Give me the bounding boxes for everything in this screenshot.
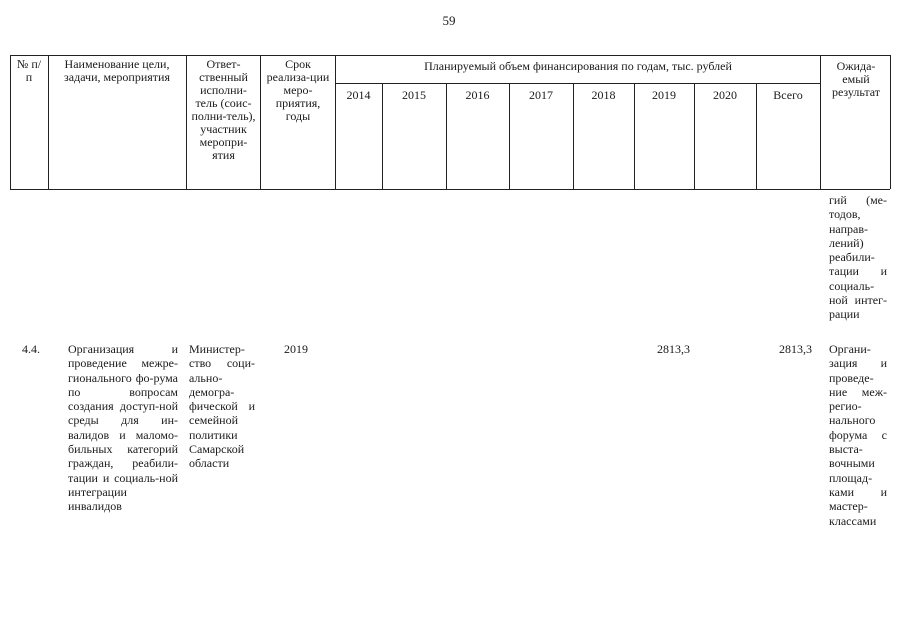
row-number: 4.4. (22, 342, 40, 356)
row-name: Организация и проведение межре-гионального фо-рума по вопросам создания доступ-ной среды для ин-валидов и маломо-бильных категорий граждан, реабили-тации и социаль-ной интеграции инвалидов (68, 342, 178, 514)
year-2015: 2015 (402, 88, 426, 102)
row-value-2019: 2813,3 (657, 342, 690, 356)
header-term-col: Срок реализа-ции меро-приятия, годы (266, 57, 330, 123)
row-responsible: Министер-ство соци-ально-демогра-фической и семейной политики Самарской области (189, 342, 255, 471)
row-total: 2813,3 (779, 342, 812, 356)
row-result: Органи-зация и проведе-ние меж-регио-нального форума с выста-вочными площад-ками и мастер-классами (829, 342, 887, 528)
header-financing-col: Планируемый объем финансирования по годам, тыс. рублей (424, 59, 732, 73)
col-divider (186, 55, 187, 189)
header-name-col: Наименование цели, задачи, мероприятия (64, 57, 170, 84)
continuation-result-text: гий (ме-тодов, направ-лений) реабили-тации и социаль-ной интег-рации (829, 193, 887, 322)
col-divider (335, 55, 336, 189)
year-2016: 2016 (465, 88, 490, 102)
years-divider (335, 83, 820, 84)
col-divider (820, 55, 821, 189)
page-number: 59 (442, 13, 456, 28)
header-number-col: № п/п (16, 57, 42, 84)
year-2020: 2020 (713, 88, 737, 102)
header-responsible-col: Ответ-ственный исполни-тель (соис-полни-тель), участник меропри-ятия (191, 57, 256, 162)
year-2018: 2018 (591, 88, 616, 102)
col-divider (10, 55, 11, 189)
col-divider (260, 55, 261, 189)
year-total: Всего (773, 88, 803, 102)
header-top-border (10, 55, 890, 56)
year-2019: 2019 (652, 88, 676, 102)
col-divider (890, 55, 891, 189)
year-2014: 2014 (346, 88, 371, 102)
col-divider (48, 55, 49, 189)
row-term: 2019 (284, 342, 308, 356)
header-bottom-border (10, 189, 890, 190)
header-result-col: Ожида-емый результат (831, 59, 881, 99)
year-2017: 2017 (529, 88, 553, 102)
